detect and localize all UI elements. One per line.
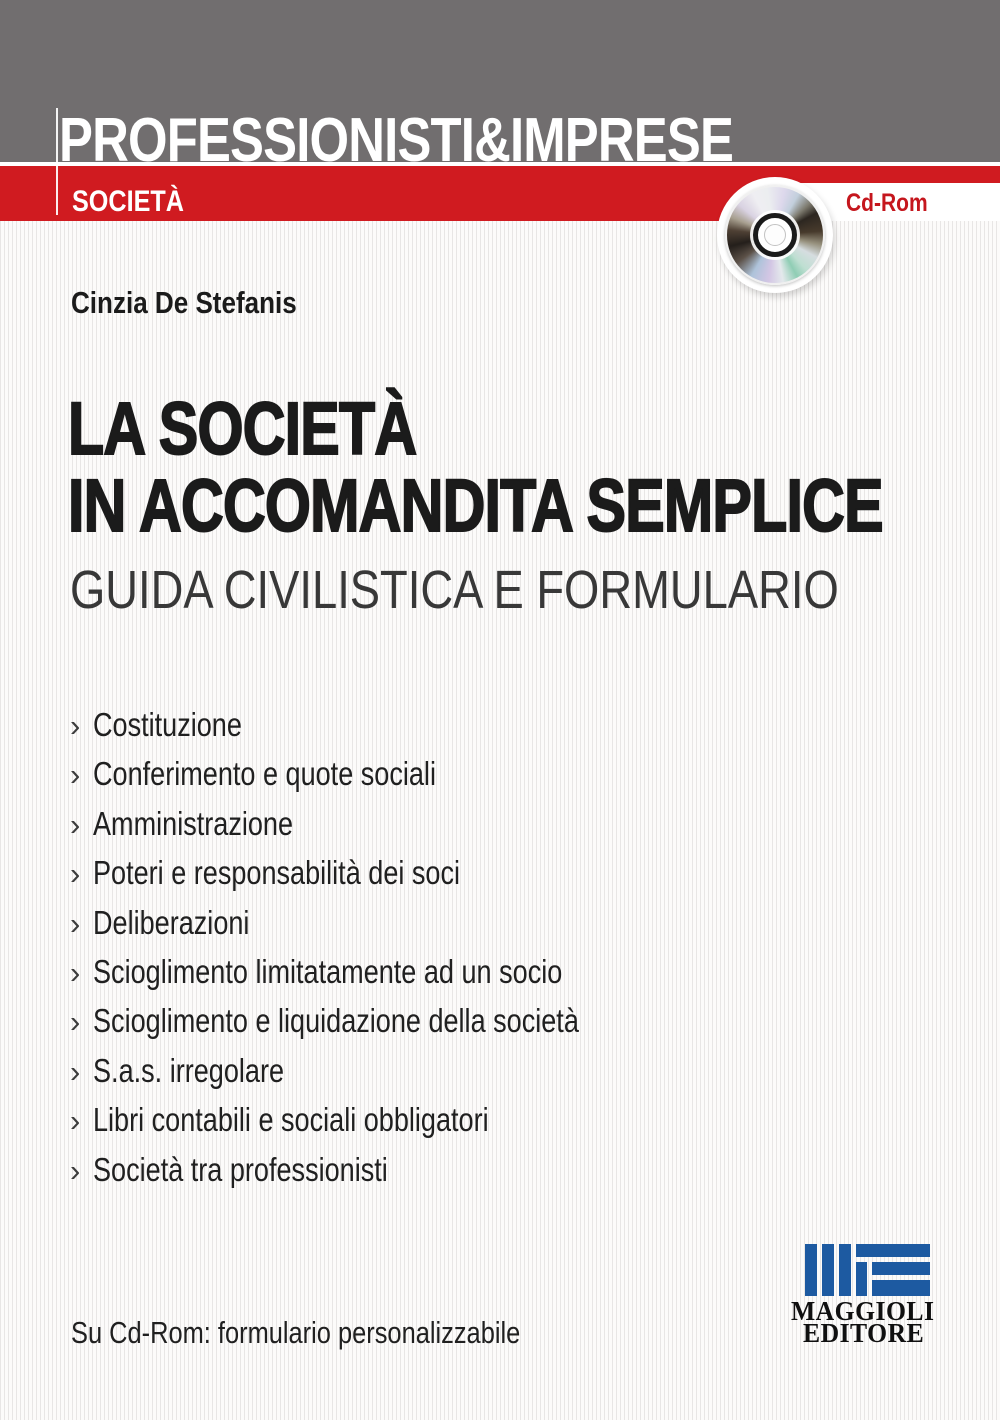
logo-bar <box>822 1244 834 1296</box>
chevron-right-icon: › <box>70 757 81 793</box>
toc-item-label: Conferimento e quote sociali <box>93 755 437 793</box>
chevron-right-icon: › <box>70 905 81 941</box>
logo-bar <box>856 1262 867 1296</box>
toc-item <box>70 848 686 897</box>
toc-list <box>70 700 686 1194</box>
toc-item-label: S.a.s. irregolare <box>93 1051 285 1089</box>
toc-item <box>70 799 686 848</box>
toc-item-label: Poteri e responsabilità dei soci <box>93 854 461 892</box>
book-title-line2: IN ACCOMANDITA SEMPLICE <box>68 464 883 547</box>
book-title-line1: LA SOCIETÀ <box>68 387 417 470</box>
toc-item <box>70 898 686 947</box>
chevron-right-icon: › <box>70 806 81 842</box>
book-subtitle-text: GUIDA CIVILISTICA E FORMULARIO <box>70 560 839 620</box>
toc-item-label: Amministrazione <box>93 804 294 842</box>
chevron-right-icon: › <box>70 708 81 743</box>
category-label <box>72 184 205 220</box>
chevron-right-icon: › <box>70 1004 81 1040</box>
toc-item <box>70 996 686 1045</box>
toc-item <box>70 1095 686 1144</box>
toc-item-label: Scioglimento e liquidazione della società <box>93 1002 580 1040</box>
publisher-name-text: MAGGIOLI <box>791 1296 935 1326</box>
chevron-right-icon: › <box>70 1152 81 1188</box>
toc-item <box>70 749 686 798</box>
toc-item-label: Deliberazioni <box>93 903 250 941</box>
cd-disc-hub <box>753 213 797 257</box>
toc-item-label: Società tra professionisti <box>93 1150 389 1188</box>
cd-note-text: Su Cd-Rom: formulario personalizzabile <box>71 1315 521 1350</box>
chevron-right-icon: › <box>70 954 81 990</box>
toc-item <box>70 947 686 996</box>
cd-rom-badge-text: Cd-Rom <box>846 189 928 217</box>
cd-rom-badge <box>846 188 943 218</box>
chevron-right-icon: › <box>70 856 81 892</box>
logo-bar <box>872 1262 930 1275</box>
category-label-text: SOCIETÀ <box>72 185 185 218</box>
logo-bar <box>872 1280 930 1296</box>
book-title <box>68 387 1000 547</box>
toc-item-label: Costituzione <box>93 706 243 743</box>
header-divider-line <box>56 108 58 215</box>
series-title <box>59 106 881 175</box>
logo-bar <box>839 1244 851 1296</box>
toc-item <box>70 700 686 749</box>
toc-item-label: Scioglimento limitatamente ad un socio <box>93 952 563 990</box>
author-name <box>71 286 340 320</box>
author-name-text: Cinzia De Stefanis <box>71 285 297 320</box>
toc-item <box>70 1046 686 1095</box>
book-subtitle <box>70 562 985 618</box>
series-title-text: PROFESSIONISTI&IMPRESE <box>59 106 734 175</box>
toc-item-label: Libri contabili e sociali obbligatori <box>93 1101 489 1139</box>
logo-bar <box>856 1244 930 1257</box>
logo-bar <box>805 1244 817 1296</box>
chevron-right-icon: › <box>70 1103 81 1139</box>
cd-note <box>71 1313 619 1353</box>
publisher-subname-text: EDITORE <box>803 1318 925 1348</box>
toc-item <box>70 1145 686 1194</box>
cd-disc-hole <box>764 224 786 246</box>
cd-disc-icon <box>725 185 825 285</box>
publisher-subname <box>787 1318 947 1348</box>
chevron-right-icon: › <box>70 1053 81 1089</box>
